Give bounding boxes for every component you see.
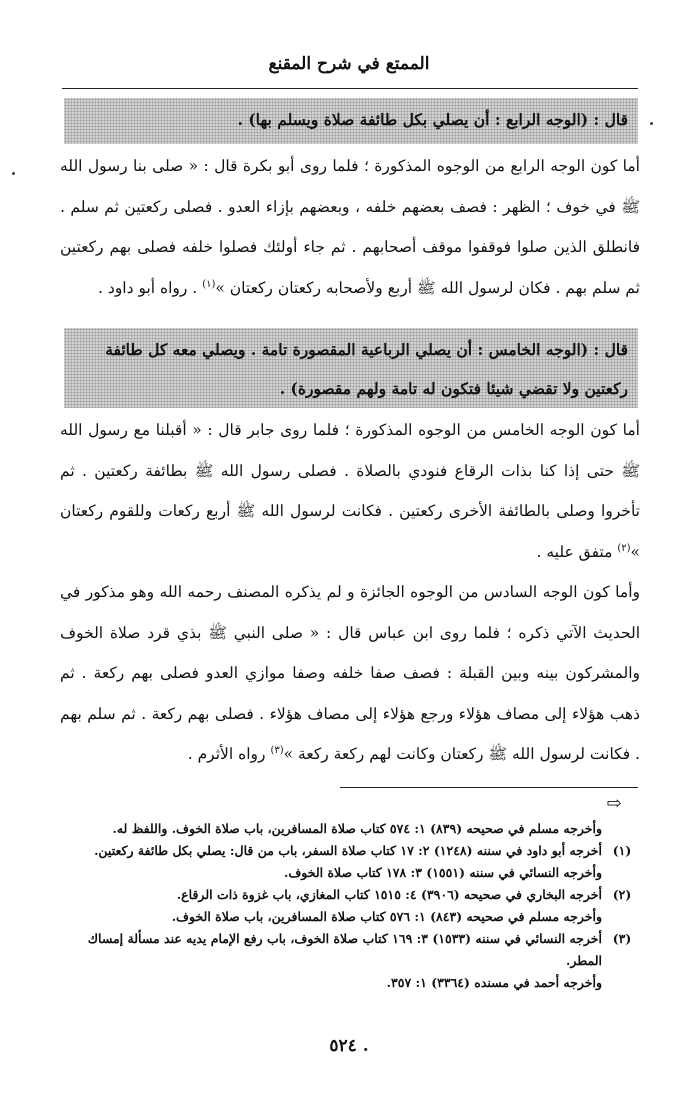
footnote-text: أخرجه النسائي في سننه (١٥٣٣) ٣: ١٦٩ كتاب صلاة الخوف، باب رفع الإمام يديه عند مسألة إمساك المطر. bbox=[87, 931, 602, 968]
commentary-paragraph-2 bbox=[60, 410, 640, 572]
matn-quote-box-2: قال : (الوجه الخامس : أن يصلي الرباعية المقصورة تامة . ويصلي معه كل طائفة ركعتين ولا تقضي شيئا فتكون له تامة ولهم مقصورة) . bbox=[64, 328, 638, 408]
footnote-ref-1[interactable]: (١) bbox=[202, 278, 216, 290]
footnote-line: وأخرجه أحمد في مسنده (٣٣٦٤) ١: ٣٥٧. bbox=[386, 975, 602, 990]
continuation-arrow-icon: ⇨ bbox=[606, 793, 622, 814]
source-citation-3: رواه الأثرم . bbox=[187, 745, 271, 763]
header-rule bbox=[62, 88, 638, 89]
footnote-number: (٢) bbox=[612, 887, 632, 902]
footnote-number: (١) bbox=[612, 843, 632, 858]
commentary-text-2: أما كون الوجه الخامس من الوجوه المذكورة ؛ فلما روى جابر قال : « أقبلنا مع رسول الله ﷺ حتى إذا كنا بذات الرقاع فنودي بالصلاة . فصلى رسول الله ﷺ بطائفة ركعتين . ثم تأخروا وصلى بالطائفة الأخرى ركعتين . فكانت لرسول الله ﷺ أربع ركعات وللقوم ركعتان » bbox=[60, 421, 640, 561]
footnote-line: وأخرجه مسلم في صحيحه (٨٤٣) ١: ٥٧٦ كتاب صلاة المسافرين، باب صلاة الخوف. bbox=[171, 909, 602, 924]
footnote-text: أخرجه أبو داود في سننه (١٢٤٨) ٢: ١٧ كتاب صلاة السفر، باب من قال: يصلي بكل طائفة ركعتين. bbox=[94, 843, 602, 858]
source-citation-2: متفق عليه . bbox=[536, 542, 618, 561]
footnotes bbox=[62, 818, 642, 994]
footnote-line: وأخرجه مسلم في صحيحه (٨٣٩) ١: ٥٧٤ كتاب صلاة المسافرين، باب صلاة الخوف. واللفظ له. bbox=[112, 821, 602, 836]
footnote-ref-2[interactable]: (٢) bbox=[617, 542, 631, 554]
matn-quote-box-1: قال : (الوجه الرابع : أن يصلي بكل طائفة صلاة ويسلم بها) . bbox=[64, 98, 638, 144]
footnote-line bbox=[62, 884, 642, 906]
footnote-text: أخرجه البخاري في صحيحه (٣٩٠٦) ٤: ١٥١٥ كتاب المغازي، باب غزوة ذات الرقاع. bbox=[176, 887, 602, 902]
page-number: ٥٢٤ . bbox=[329, 1036, 369, 1056]
commentary-paragraph-1 bbox=[60, 146, 640, 308]
footnote-ref-3[interactable]: (٣) bbox=[270, 744, 284, 756]
footnote-number: (٣) bbox=[612, 931, 632, 946]
commentary-paragraph-3 bbox=[60, 572, 640, 775]
footnote-line: وأخرجه النسائي في سننه (١٥٥١) ٣: ١٧٨ كتاب صلاة الخوف. bbox=[284, 865, 602, 880]
running-header: الممتع في شرح المقنع bbox=[268, 54, 430, 74]
footnote-separator bbox=[340, 787, 638, 788]
scan-speck bbox=[650, 122, 653, 125]
commentary-text-3: وأما كون الوجه السادس من الوجوه الجائزة و لم يذكره المصنف رحمه الله وهو مذكور في الحديث الآتي ذكره ؛ فلما روى ابن عباس قال : « صلى النبي ﷺ بذي قرد صلاة الخوف والمشركون بينه وبين القبلة : فصف صفا خلفه وصفا موازي العدو فصلى بهم ركعة . ثم ذهب هؤلاء إلى مصاف هؤلاء ورجع هؤلاء إلى مصاف هؤلاء . فصلى بهم ركعة . ثم سلم بهم . فكانت لرسول الله ﷺ ركعتان وكانت لهم ركعة ركعة » bbox=[60, 583, 640, 763]
source-citation-1: . رواه أبو داود . bbox=[98, 278, 203, 297]
scan-speck bbox=[12, 172, 15, 175]
footnote-line bbox=[62, 840, 642, 862]
commentary-text-1: أما كون الوجه الرابع من الوجوه المذكورة ؛ فلما روى أبو بكرة قال : « صلى بنا رسول الله ﷺ في خوف ؛ الظهر : فصف بعضهم خلفه ، وبعضهم بإزاء العدو . فصلى ركعتين ثم سلم . فانطلق الذين صلوا فوقفوا موقف أصحابهم . ثم جاء أولئك فصلوا خلفه فصلى بهم ركعتين ثم سلم بهم . فكان لرسول الله ﷺ أربع ولأصحابه ركعتان ركعتان » bbox=[60, 157, 640, 297]
footnote-line bbox=[62, 928, 642, 972]
